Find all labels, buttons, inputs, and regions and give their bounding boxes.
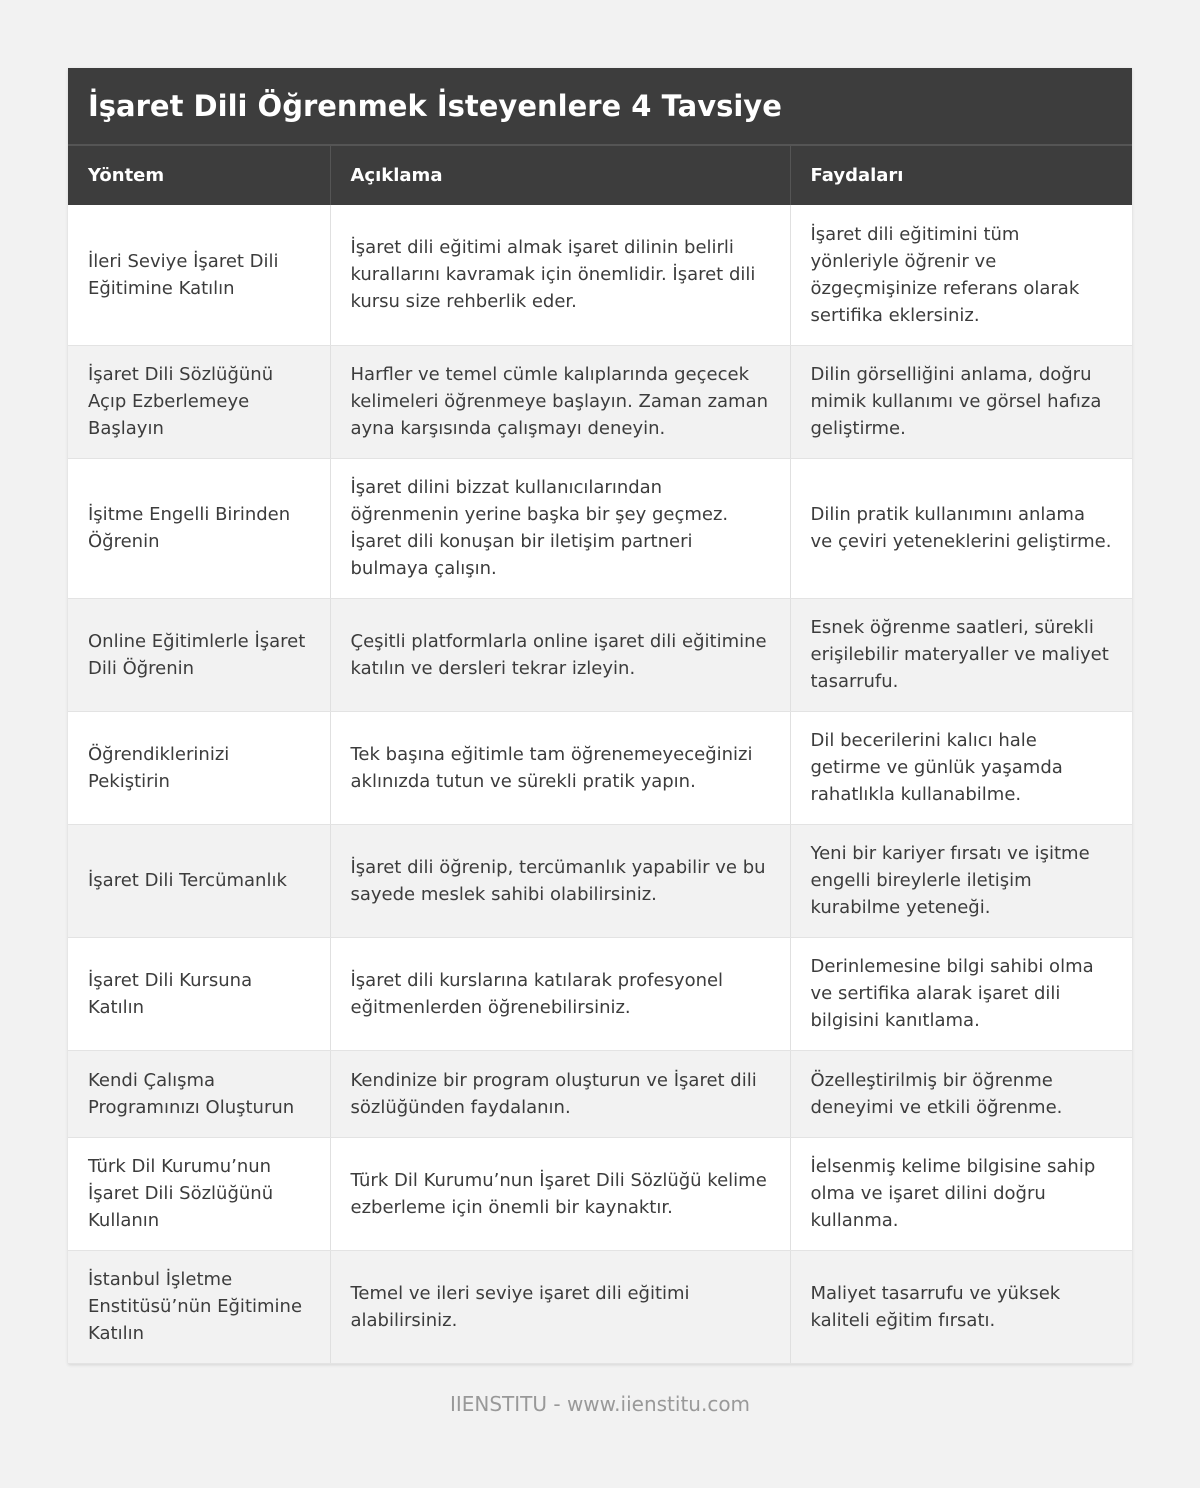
- description-cell: Çeşitli platformlarla online işaret dili eğitimine katılın ve dersleri tekrar izleyin.: [330, 598, 790, 711]
- table-title: İşaret Dili Öğrenmek İsteyenlere 4 Tavsiye: [88, 89, 782, 123]
- description-cell: Temel ve ileri seviye işaret dili eğitimi alabilirsiniz.: [330, 1250, 790, 1363]
- table-row: [68, 598, 1132, 711]
- benefits-cell: Dilin görselliğini anlama, doğru mimik kullanımı ve görsel hafıza geliştirme.: [790, 345, 1132, 458]
- method-cell: İleri Seviye İşaret Dili Eğitimine Katılın: [68, 205, 330, 345]
- footer-credit: IIENSTITU - www.iienstitu.com: [449, 1392, 751, 1416]
- table-row: [68, 345, 1132, 458]
- benefits-cell: İşaret dili eğitimini tüm yönleriyle öğrenir ve özgeçmişinize referans olarak sertifika eklersiniz.: [790, 205, 1132, 345]
- method-cell: Online Eğitimlerle İşaret Dili Öğrenin: [68, 598, 330, 711]
- table-row: [68, 1137, 1132, 1250]
- title-bar: [68, 68, 1132, 144]
- method-cell: İşaret Dili Kursuna Katılın: [68, 937, 330, 1050]
- benefits-cell: İelsenmiş kelime bilgisine sahip olma ve işaret dilini doğru kullanma.: [790, 1137, 1132, 1250]
- tips-table: [68, 144, 1132, 1364]
- description-cell: İşaret dilini bizzat kullanıcılarından öğrenmenin yerine başka bir şey geçmez. İşaret dili konuşan bir iletişim partneri bulmaya çalışın.: [330, 458, 790, 598]
- table-row: [68, 824, 1132, 937]
- description-cell: Türk Dil Kurumu’nun İşaret Dili Sözlüğü kelime ezberleme için önemli bir kaynaktır.: [330, 1137, 790, 1250]
- method-cell: Öğrendiklerinizi Pekiştirin: [68, 711, 330, 824]
- column-header-method: Yöntem: [68, 145, 330, 205]
- column-header-description: Açıklama: [330, 145, 790, 205]
- description-cell: Tek başına eğitimle tam öğrenemeyeceğinizi aklınızda tutun ve sürekli pratik yapın.: [330, 711, 790, 824]
- description-cell: İşaret dili öğrenip, tercümanlık yapabilir ve bu sayede meslek sahibi olabilirsiniz.: [330, 824, 790, 937]
- benefits-cell: Yeni bir kariyer fırsatı ve işitme engelli bireylerle iletişim kurabilme yeteneği.: [790, 824, 1132, 937]
- description-cell: İşaret dili eğitimi almak işaret dilinin belirli kurallarını kavramak için önemlidir. İşaret dili kursu size rehberlik eder.: [330, 205, 790, 345]
- table-row: [68, 1050, 1132, 1137]
- method-cell: İşaret Dili Tercümanlık: [68, 824, 330, 937]
- table-row: [68, 1250, 1132, 1363]
- header-row: [68, 145, 1132, 205]
- column-header-benefits: Faydaları: [790, 145, 1132, 205]
- table-row: [68, 458, 1132, 598]
- table-row: [68, 937, 1132, 1050]
- description-cell: Kendinize bir program oluşturun ve İşaret dili sözlüğünden faydalanın.: [330, 1050, 790, 1137]
- description-cell: İşaret dili kurslarına katılarak profesyonel eğitmenlerden öğrenebilirsiniz.: [330, 937, 790, 1050]
- benefits-cell: Dil becerilerini kalıcı hale getirme ve günlük yaşamda rahatlıkla kullanabilme.: [790, 711, 1132, 824]
- method-cell: Türk Dil Kurumu’nun İşaret Dili Sözlüğünü Kullanın: [68, 1137, 330, 1250]
- method-cell: Kendi Çalışma Programınızı Oluşturun: [68, 1050, 330, 1137]
- description-cell: Harfler ve temel cümle kalıplarında geçecek kelimeleri öğrenmeye başlayın. Zaman zaman ayna karşısında çalışmayı deneyin.: [330, 345, 790, 458]
- method-cell: İşaret Dili Sözlüğünü Açıp Ezberlemeye Başlayın: [68, 345, 330, 458]
- benefits-cell: Esnek öğrenme saatleri, sürekli erişilebilir materyaller ve maliyet tasarrufu.: [790, 598, 1132, 711]
- benefits-cell: Dilin pratik kullanımını anlama ve çeviri yeteneklerini geliştirme.: [790, 458, 1132, 598]
- benefits-cell: Derinlemesine bilgi sahibi olma ve sertifika alarak işaret dili bilgisini kanıtlama.: [790, 937, 1132, 1050]
- method-cell: İstanbul İşletme Enstitüsü’nün Eğitimine Katılın: [68, 1250, 330, 1363]
- table-row: [68, 205, 1132, 345]
- method-cell: İşitme Engelli Birinden Öğrenin: [68, 458, 330, 598]
- benefits-cell: Özelleştirilmiş bir öğrenme deneyimi ve etkili öğrenme.: [790, 1050, 1132, 1137]
- tips-table-card: [68, 68, 1132, 1364]
- table-row: [68, 711, 1132, 824]
- benefits-cell: Maliyet tasarrufu ve yüksek kaliteli eğitim fırsatı.: [790, 1250, 1132, 1363]
